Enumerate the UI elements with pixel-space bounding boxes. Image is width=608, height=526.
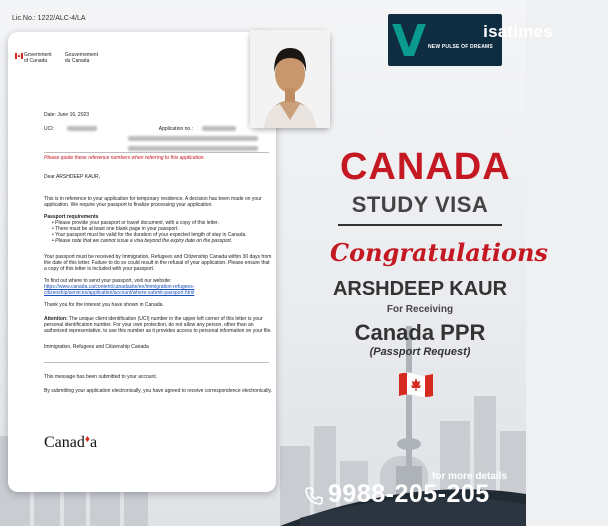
list-item: • Please note that we cannot issue a visa beyond the expiry date on the passport.	[52, 238, 233, 244]
for-receiving: For Receiving	[386, 304, 454, 315]
student-name: ARSHDEEP KAUR	[332, 278, 508, 300]
visatimes-logo	[388, 14, 553, 67]
list-item: • Your passport must be valid for the duration of your expected length of stay in Canada.	[52, 232, 247, 238]
ppr-title: Canada PPR	[354, 320, 486, 345]
ppr-subtitle: (Passport Request)	[369, 346, 471, 358]
list-item: • There must be at least one blank page in your passport.	[52, 226, 179, 232]
paragraph-website: To find out where to send your passport, visit our website: https://www.canada.ca/content/canadasite/en/immigration-refugees-citizenship/services/application/account/where-submit-passport.html	[44, 278, 195, 296]
canada-flag-icon	[15, 52, 23, 60]
signoff: Immigration, Refugees and Citizenship Canada	[44, 344, 149, 350]
government-header: Government of Canada Gouvernement du Canada	[24, 52, 98, 64]
canada-wordmark: Canad♦a	[44, 434, 98, 451]
consent-note: By submitting your application electronically, you have agreed to receive correspondence electronically.	[44, 388, 272, 394]
brand-name: isatimes	[483, 22, 553, 41]
paragraph-decision: This is in reference to your application for temporary residence. A decision has been made on your application. We require your passport to finalize processing your application.	[44, 196, 262, 208]
more-details-label: for more details	[432, 471, 508, 482]
paragraph-deadline: Your passport must be received by Immigration, Refugees and Citizenship Canada within 30 days from the date of this letter. Failure to do so could result in the refusal of your application. Please ensure that a copy of this letter is included with your passport.	[44, 254, 272, 272]
ircc-letter	[8, 32, 276, 492]
portrait-icon	[250, 30, 330, 128]
redacted-block	[128, 136, 268, 142]
license-number: Lic.No.: 1222/ALC-4/LA	[12, 15, 86, 22]
headline-divider	[338, 224, 502, 226]
letter-date: Date: June 16, 2023	[44, 112, 90, 118]
thanks-line: Thank you for the interest you have shown in Canada.	[44, 302, 164, 308]
brand-tagline: NEW PULSE OF DREAMS	[428, 44, 493, 50]
list-item: • Please provide your passport or travel document, with a copy of this letter.	[52, 220, 219, 226]
congratulations-text: Congratulations	[330, 238, 548, 267]
canada-flag-icon	[397, 370, 435, 400]
quote-note: Please quote these reference numbers when referring to this application.	[44, 155, 205, 161]
logo-v-mark: V	[392, 16, 427, 67]
reference-numbers: UCI: Application no.:	[44, 126, 272, 132]
submit-passport-link[interactable]: https://www.canada.ca/content/canadasite/en/immigration-refugees-citizenship/services/application/account/where-submit-passport.html	[44, 284, 195, 296]
headline-country: CANADA	[340, 146, 511, 188]
phone-icon	[304, 486, 324, 506]
applicant-photo	[250, 30, 330, 128]
divider	[44, 362, 269, 363]
submitted-note: This message has been submitted to your account.	[44, 374, 158, 380]
requirements-title: Passport requirements	[44, 214, 99, 220]
phone-number[interactable]: 9988-205-205	[328, 480, 490, 508]
salutation: Dear ARSHDEEP KAUR,	[44, 174, 101, 180]
headline-visa-type: STUDY VISA	[351, 192, 489, 217]
requirements-list	[52, 220, 272, 244]
divider	[44, 152, 269, 153]
attention-paragraph: Attention: The unique client identification (UCI) number in the upper left corner of this letter is your personal identification number. For your own protection, do not allow any person, other than an authorized representative, to use this number as it provides access to personal information on your file.	[44, 316, 272, 334]
